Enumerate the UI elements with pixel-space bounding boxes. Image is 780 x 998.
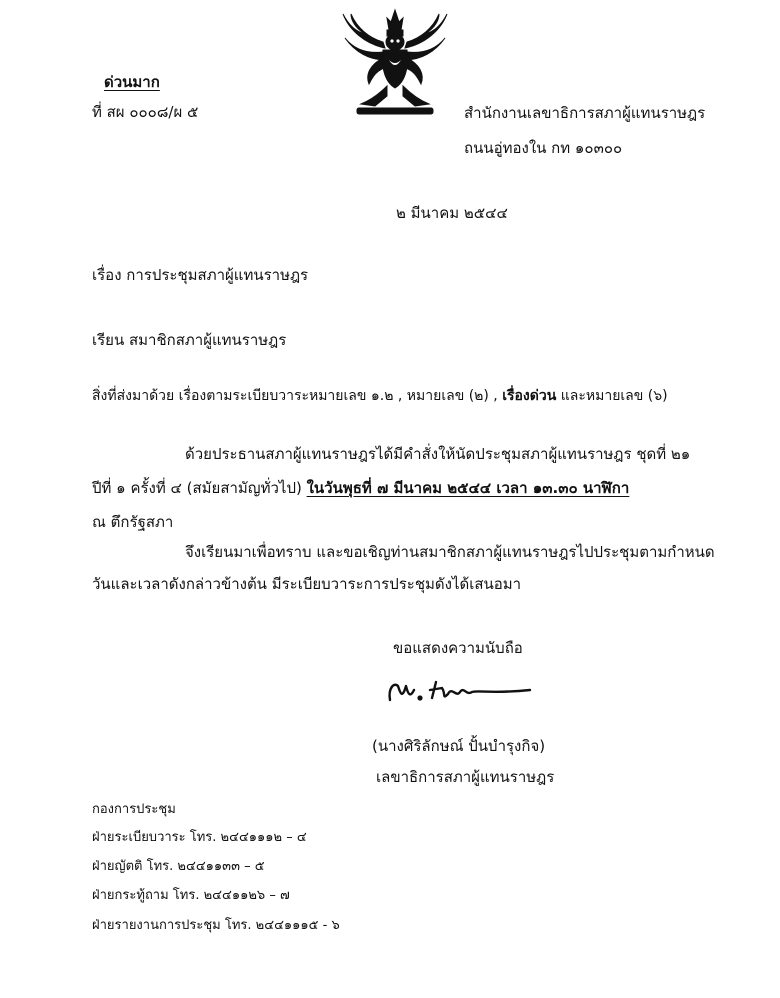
agency-name: สำนักงานเลขาธิการสภาผู้แทนราษฎร: [464, 104, 706, 122]
contact-line: ฝ่ายญัตติ โทร. ๒๔๔๑๑๓๓ – ๕: [92, 859, 265, 874]
enclosure-prefix: สิ่งที่ส่งมาด้วย เรื่องตามระเบียบวาระหมายเลข ๑.๒ , หมายเลข (๒) ,: [92, 388, 503, 404]
signature-mark: [380, 672, 540, 710]
garuda-emblem-icon: [335, 8, 455, 120]
contact-line: ฝ่ายรายงานการประชุม โทร. ๒๔๔๑๑๑๕ - ๖: [92, 918, 340, 933]
reference-number: ที่ สผ ๐๐๐๘/ผ ๕: [92, 103, 199, 121]
enclosure-urgent: เรื่องด่วน: [502, 388, 557, 404]
letter-salutation: เรียน สมาชิกสภาผู้แทนราษฎร: [92, 331, 287, 349]
body-line-3: ณ ตึกรัฐสภา: [92, 513, 174, 531]
enclosure-line: [92, 386, 668, 406]
division-name: กองการประชุม: [92, 802, 176, 817]
body-line-1: ด้วยประธานสภาผู้แทนราษฎรได้มีคำสั่งให้นัดประชุมสภาผู้แทนราษฎร ชุดที่ ๒๑: [185, 445, 691, 463]
body-line-4: จึงเรียนมาเพื่อทราบ และขอเชิญท่านสมาชิกสภาผู้แทนราษฎรไปประชุมตามกำหนด: [185, 543, 715, 561]
contact-line: ฝ่ายกระทู้ถาม โทร. ๒๔๔๑๑๒๖ – ๗: [92, 888, 290, 903]
agency-address: ถนนอู่ทองใน กท ๑๐๓๐๐: [464, 139, 623, 157]
letter-date: ๒ มีนาคม ๒๕๔๔: [396, 204, 508, 222]
letter-subject: เรื่อง การประชุมสภาผู้แทนราษฎร: [92, 266, 309, 284]
body-line-5: วันและเวลาดังกล่าวข้างต้น มีระเบียบวาระการประชุมดังได้เสนอมา: [92, 575, 522, 593]
signer-position: เลขาธิการสภาผู้แทนราษฎร: [376, 768, 555, 786]
closing-regards: ขอแสดงความนับถือ: [393, 639, 523, 657]
contact-line: ฝ่ายระเบียบวาระ โทร. ๒๔๔๑๑๑๒ – ๔: [92, 830, 307, 845]
urgency-label: ด่วนมาก: [104, 73, 160, 91]
body-line-2-plain: ปีที่ ๑ ครั้งที่ ๔ (สมัยสามัญทั่วไป): [92, 479, 307, 497]
enclosure-suffix: และหมายเลข (๖): [556, 388, 668, 404]
body-line-2: [92, 478, 629, 498]
meeting-datetime: ในวันพุธที่ ๗ มีนาคม ๒๕๔๔ เวลา ๑๓.๓๐ นาฬิกา: [306, 479, 630, 497]
signer-name: (นางศิริลักษณ์ ปั้นบำรุงกิจ): [372, 737, 546, 755]
